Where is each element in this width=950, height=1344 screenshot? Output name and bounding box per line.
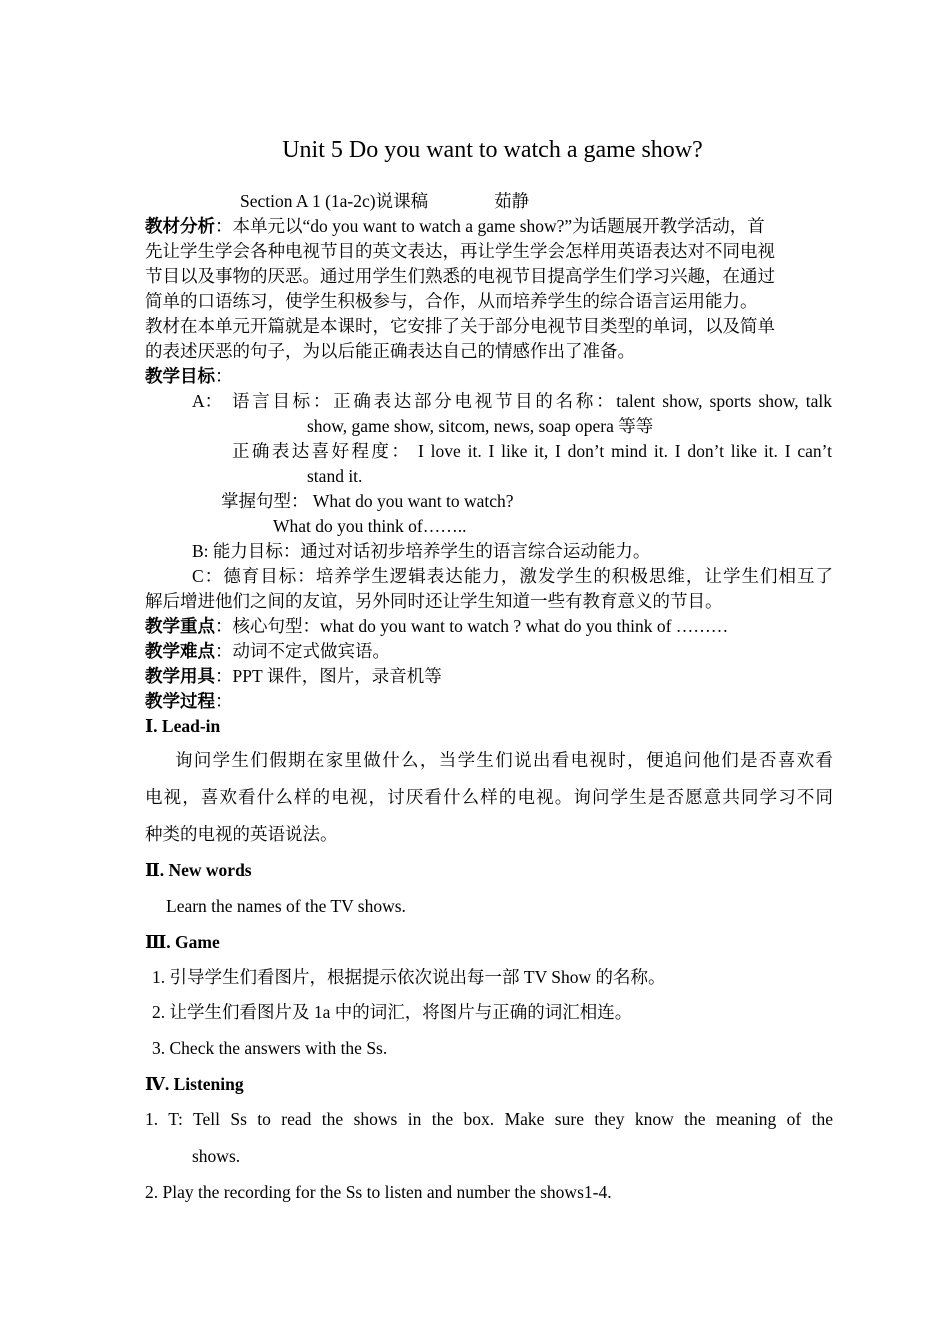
analysis-line-6: 的表述厌恶的句子，为以后能正确表达自己的情感作出了准备。: [145, 341, 635, 361]
objective-a-line-6: What do you think of……..: [273, 516, 467, 536]
section-1-heading: Ⅰ. Lead-in: [145, 716, 221, 736]
keypoints-line: 教学重点：核心句型：what do you want to watch ? what do you think of ………: [145, 616, 729, 636]
process-heading: 教学过程：: [145, 691, 233, 711]
section-1-line-3: 种类的电视的英语说法。: [145, 824, 338, 844]
analysis-line-3: 节目以及事物的厌恶。通过用学生们熟悉的电视节目提高学生们学习兴趣，在通过: [145, 266, 775, 286]
document-title: Unit 5 Do you want to watch a game show?: [282, 137, 703, 163]
section-label: Section A 1 (1a-2c)说课稿: [240, 191, 429, 211]
objectives-heading: 教学目标：: [145, 366, 233, 386]
author-name: 茹静: [494, 191, 530, 211]
difficulties-line: 教学难点：动词不定式做宾语。: [145, 641, 390, 661]
section-3-item-2: 2. 让学生们看图片及 1a 中的词汇，将图片与正确的词汇相连。: [152, 1002, 633, 1022]
section-4-item-1-line-2: shows.: [192, 1146, 241, 1166]
objective-b: B: 能力目标：通过对话初步培养学生的语言综合运动能力。: [192, 541, 651, 561]
section-2-line: Learn the names of the TV shows.: [166, 896, 406, 916]
objective-a-line-3: 正确表达喜好程度： I love it. I like it, I don’t mind it. I don’t like it. I can’t: [232, 441, 832, 461]
analysis-line-1: 教材分析：本单元以“do you want to watch a game show?”为话题展开教学活动，首: [145, 216, 765, 236]
section-2-heading: Ⅱ. New words: [145, 860, 252, 880]
section-3-item-1: 1. 引导学生们看图片，根据提示依次说出每一部 TV Show 的名称。: [152, 967, 666, 987]
section-3-item-3: 3. Check the answers with the Ss.: [152, 1038, 388, 1058]
section-4-item-1-line-1: 1. T: Tell Ss to read the shows in the box. Make sure they know the meaning of the: [145, 1109, 833, 1129]
analysis-line-4: 简单的口语练习，使学生积极参与，合作，从而培养学生的综合语言运用能力。: [145, 291, 758, 311]
section-4-item-2: 2. Play the recording for the Ss to listen and number the shows1-4.: [145, 1182, 612, 1202]
analysis-label: 教材分析: [145, 216, 215, 236]
objective-a-line-1: 语言目标：正确表达部分电视节目的名称：talent show, sports show, talk: [232, 391, 832, 411]
objective-c-line-1: C：德育目标：培养学生逻辑表达能力，激发学生的积极思维，让学生们相互了: [192, 566, 833, 586]
analysis-line-5: 教材在本单元开篇就是本课时，它安排了关于部分电视节目类型的单词，以及简单: [145, 316, 775, 336]
section-subtitle: [240, 189, 529, 213]
objective-a-line-2: show, game show, sitcom, news, soap opera 等等: [307, 416, 654, 436]
objective-c-line-2: 解后增进他们之间的友谊，另外同时还让学生知道一些有教育意义的节目。: [145, 591, 723, 611]
section-1-line-1: 询问学生们假期在家里做什么，当学生们说出看电视时，便追问他们是否喜欢看: [175, 750, 833, 770]
section-3-heading: Ⅲ. Game: [145, 932, 220, 952]
section-4-heading: Ⅳ. Listening: [145, 1074, 244, 1094]
objective-a-line-5: 掌握句型： What do you want to watch?: [221, 491, 514, 511]
tools-line: 教学用具：PPT 课件，图片，录音机等: [145, 666, 442, 686]
objective-a-line-4: stand it.: [307, 466, 363, 486]
objective-a-prefix: A：: [192, 391, 223, 411]
analysis-line-2: 先让学生学会各种电视节目的英文表达，再让学生学会怎样用英语表达对不同电视: [145, 241, 775, 261]
section-1-line-2: 电视，喜欢看什么样的电视，讨厌看什么样的电视。询问学生是否愿意共同学习不同: [145, 787, 833, 807]
